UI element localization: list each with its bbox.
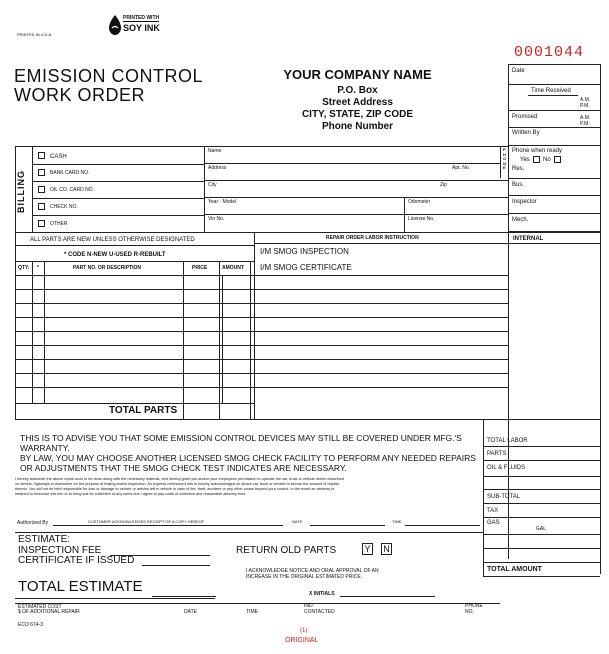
phone-ready-yes-checkbox[interactable] (533, 156, 540, 163)
col-qty: QTY. (18, 265, 30, 271)
tax-label: TAX (487, 508, 499, 514)
ind-contacted-line2: CONTACTED (304, 609, 335, 615)
vehicle-license-label: License No. (408, 216, 435, 222)
estimated-cost-line1: ESTIMATED COST (18, 604, 62, 610)
ind-contacted-line1: IND. (304, 603, 314, 609)
gal-label: GAL (536, 526, 547, 532)
internal-header: INTERNAL (513, 236, 544, 242)
fine-print-3: thereto. You will not be held responsible for loss or damage to vehicle or articles left in vehicle in case of fire, theft, accident or any other cause beyond your control. In the event an attorney is (15, 487, 335, 491)
oil-fluids-label: OIL & FLUIDS (487, 465, 526, 471)
notice-line-4: OR ADJUSTMENTS THAT THE SMOG CHECK TEST INDICATES ARE NECESSARY. (20, 463, 347, 473)
auth-date-label: DATE (292, 519, 303, 524)
parts-code-legend: * CODE N-NEW U-USED R-REBUILT (64, 252, 166, 258)
labor-line-2: I/M SMOG CERTIFICATE (260, 263, 352, 272)
col-description: PART NO. OR DESCRIPTION (73, 265, 141, 271)
x-initials-label: X INITIALS (309, 591, 335, 597)
billing-option-bank-card: BANK CARD NO. (50, 170, 90, 176)
res-label: Res. (512, 166, 525, 172)
return-old-parts-label: RETURN OLD PARTS (236, 545, 337, 556)
estimate-phone-line1: PHONE (465, 603, 483, 609)
soy-ink-icon (108, 14, 122, 36)
company-po-box: P.O. Box (337, 85, 378, 96)
printed-in-usa: PRINTED IN U.S.A. (17, 32, 53, 37)
smog-notice (20, 433, 480, 473)
total-amount-label: TOTAL AMOUNT (487, 566, 542, 573)
parts-total-label: PARTS (487, 451, 507, 457)
company-phone: Phone Number (321, 121, 394, 132)
copy-original-label: ORIGINAL (285, 637, 319, 644)
inspection-fee-label: INSPECTION FEE (18, 545, 102, 556)
phone-ready-yes-label: Yes (520, 157, 530, 163)
promised-label: Promised (512, 114, 538, 120)
notice-line-3: BY LAW, YOU MAY CHOOSE ANOTHER LICENSED SMOG CHECK FACILITY TO PERFORM ANY NEEDED REPAIRS (20, 453, 476, 463)
company-street: Street Address (322, 97, 393, 108)
billing-oil-card-checkbox[interactable] (38, 186, 45, 193)
col-code: * (37, 265, 39, 271)
soy-printed-with: PRINTED WITH (123, 15, 160, 21)
phone-ready-no-label: No (543, 157, 551, 163)
estimate-time-label: TIME (246, 609, 258, 615)
phone-ready-no-checkbox[interactable] (554, 156, 561, 163)
billing-check-checkbox[interactable] (38, 203, 45, 210)
inspector-label: Inspector (512, 199, 537, 205)
bus-label: Bus. (512, 182, 525, 188)
total-labor-label: TOTAL LABOR (487, 438, 528, 444)
billing-other-checkbox[interactable] (38, 220, 45, 227)
written-by-label: Written By (512, 130, 540, 136)
customer-address-label: Address (208, 165, 227, 171)
customer-zip-label: Zip (440, 182, 447, 188)
labor-instruction-header: REPAIR ORDER LABOR INSTRUCTION (326, 235, 419, 241)
fine-print-2: on streets, highways or elsewhere for the purpose of testing and/or inspection. An express mechanic's lien is hereby acknowledged on above car, truck or vehicle to secure the amount of repairs (15, 482, 340, 486)
phone-vertical-label: P H O N E (503, 147, 507, 171)
date-label: Date (512, 68, 525, 74)
gas-label: GAS (487, 520, 500, 526)
billing-cash-checkbox[interactable] (38, 152, 45, 159)
billing-option-other: OTHER (50, 221, 68, 227)
customer-apt-label: Apt. No. (452, 165, 471, 171)
form-title-line1: EMISSION CONTROL (14, 66, 204, 86)
col-price: PRICE (192, 265, 208, 271)
estimate-label: ESTIMATE: (18, 534, 71, 545)
company-name: YOUR COMPANY NAME (283, 67, 432, 82)
ack-line-1: I ACKNOWLEDGE NOTICE AND ORAL APPROVAL OF AN (246, 568, 379, 574)
auth-time-label: TIME (392, 519, 402, 524)
mech-label: Mech. (512, 217, 529, 223)
certificate-fee-label: CERTIFICATE IF ISSUED (18, 555, 135, 566)
return-parts-yes-box[interactable]: Y (362, 543, 373, 555)
labor-line-1: I/M SMOG INSPECTION (260, 247, 349, 256)
soy-ink-text: SOY INK (123, 23, 160, 33)
vehicle-vin-label: Vin No. (208, 216, 225, 222)
soy-ink-logo (108, 13, 170, 37)
company-block (250, 67, 465, 132)
billing-option-oil-card: OIL CO. CARD NO. (50, 187, 94, 193)
form-number: 0001044 (514, 44, 585, 61)
vehicle-year-model-label: Year - Model (208, 199, 237, 205)
fine-print-1: I hereby authorize the above repair work to be done along with the necessary material, and hereby grant you and/or your employees permission to operate the car, truck or vehicle herein described (15, 477, 344, 481)
company-city: CITY, STATE, ZIP CODE (301, 109, 414, 120)
time-received-pm: P.M. (580, 103, 590, 109)
billing-option-cash: CASH (50, 154, 67, 160)
customer-city-label: City (208, 182, 217, 188)
customer-ack-label: CUSTOMER ACKNOWLEDGES RECEIPT OF A COPY HEREOF (88, 519, 205, 524)
estimate-date-label: DATE (184, 609, 197, 615)
return-parts-no-box[interactable]: N (381, 543, 392, 555)
total-estimate-label: TOTAL ESTIMATE (18, 578, 143, 595)
billing-label: BILLING (16, 170, 26, 213)
notice-line-2: WARRANTY. (20, 443, 70, 453)
total-parts-label: TOTAL PARTS (109, 405, 178, 416)
sub-total-label: SUB-TOTAL (487, 494, 521, 500)
vehicle-odometer-label: Odometer (408, 199, 431, 205)
authorization-fine-print (15, 477, 485, 497)
promised-pm: P.M. (580, 121, 590, 127)
billing-label-box (16, 160, 31, 220)
phone-when-ready-label: Phone when ready (512, 148, 563, 154)
billing-option-check: CHECK NO. (50, 204, 78, 210)
notice-line-1: THIS IS TO ADVISE YOU THAT SOME EMISSION CONTROL DEVICES MAY STILL BE COVERED UNDER MFG.'S (20, 433, 462, 443)
billing-bank-card-checkbox[interactable] (38, 169, 45, 176)
time-received-label: Time Received (531, 88, 571, 94)
estimate-phone-line2: NO. (465, 609, 474, 615)
ack-line-2: INCREASE IN THE ORIGINAL ESTIMATED PRICE. (246, 574, 363, 580)
eco-number: ECO 674-3 (18, 622, 44, 628)
all-parts-new-notice: ALL PARTS ARE NEW UNLESS OTHERWISE DESIGNATED (30, 237, 195, 243)
copy-number: (1) (300, 628, 308, 634)
col-amount: AMOUNT (222, 265, 244, 271)
customer-name-label: Name (208, 148, 222, 154)
authorized-by-label: Authorized By (17, 520, 49, 526)
form-title-line2: WORK ORDER (14, 85, 145, 105)
estimated-cost-line2: $ OF ADDITIONAL REPAIR (18, 609, 80, 615)
time-received-am: A.M. (580, 97, 591, 103)
promised-am: A.M. (580, 115, 591, 121)
fine-print-4: retained to foreclose this lien or to bring suit for collection of any sums due I agree to pay costs of collection and reasonable attorney fees. (15, 492, 247, 496)
